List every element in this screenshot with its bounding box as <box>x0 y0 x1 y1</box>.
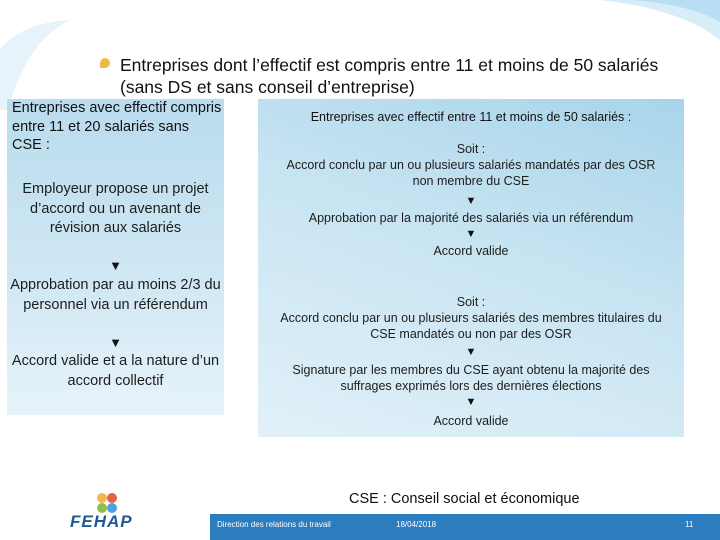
title-text: Entreprises dont l’effectif est compris entre 11 et moins de 50 salariés (sans DS et sans conseil d’entreprise) <box>120 55 659 97</box>
footer-department: Direction des relations du travail <box>217 520 331 529</box>
down-arrow-icon: ▼ <box>465 195 477 207</box>
bullet-icon <box>100 58 110 68</box>
down-arrow-icon: ▼ <box>465 396 477 408</box>
left-step-3: Accord valide et a la nature d’un accord collectif <box>11 353 220 389</box>
left-decoration <box>0 20 70 110</box>
logo-text: FEHAP <box>70 512 133 531</box>
option-2-intro: Soit : <box>456 295 486 309</box>
option-1-approval: Approbation par la majorité des salariés via un référendum <box>308 211 634 225</box>
option-1-intro: Soit : <box>456 142 486 156</box>
right-panel-heading: Entreprises avec effectif entre 11 et moins de 50 salariés : <box>310 110 632 124</box>
left-panel-heading: Entreprises avec effectif compris entre 11 et 20 salariés sans CSE : <box>12 100 222 153</box>
option-1-result: Accord valide <box>433 244 509 258</box>
footer-date: 18/04/2018 <box>396 520 437 529</box>
cse-footnote: CSE : Conseil social et économique <box>349 491 580 507</box>
down-arrow-icon: ▼ <box>109 258 122 273</box>
option-2-signature: Signature par les membres du CSE ayant obtenu la majorité des suffrages exprimés lors des dernières élections <box>292 363 650 393</box>
down-arrow-icon: ▼ <box>465 346 477 358</box>
down-arrow-icon: ▼ <box>109 335 122 350</box>
down-arrow-icon: ▼ <box>465 228 477 240</box>
page-number: 11 <box>685 520 694 529</box>
small-companies-panel <box>7 99 224 415</box>
left-step-1: Employeur propose un projet d’accord ou un avenant de révision aux salariés <box>22 181 209 236</box>
flower-logo-icon <box>62 490 138 514</box>
medium-companies-panel <box>258 99 684 437</box>
option-2-text: Accord conclu par un ou plusieurs salariés des membres titulaires du CSE mandatés ou non par des OSR <box>280 311 662 341</box>
option-1-text: Accord conclu par un ou plusieurs salariés mandatés par des OSR non membre du CSE <box>286 158 656 188</box>
left-step-2: Approbation par au moins 2/3 du personnel via un référendum <box>10 277 221 313</box>
fehap-logo <box>62 490 138 536</box>
slide-title <box>100 54 680 98</box>
corner-decoration <box>600 0 720 40</box>
option-2-result: Accord valide <box>433 414 509 428</box>
